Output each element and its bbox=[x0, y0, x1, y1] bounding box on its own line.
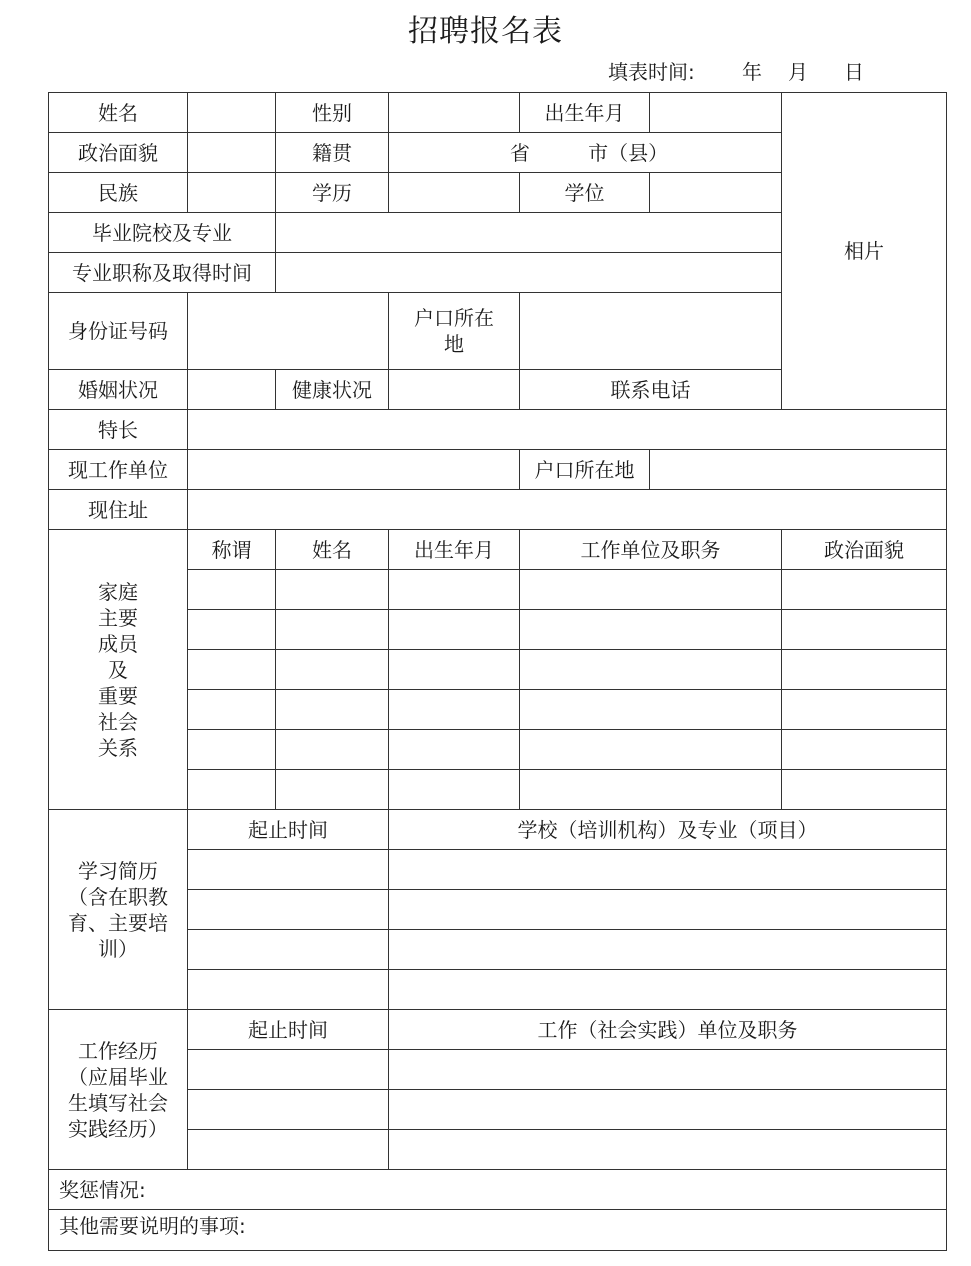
label-title-time: 专业职称及取得时间 bbox=[49, 253, 276, 293]
label-birth: 出生年月 bbox=[520, 93, 650, 133]
fill-date-day: 日 bbox=[844, 60, 864, 84]
field-id-number[interactable] bbox=[188, 293, 389, 370]
label-specialty: 特长 bbox=[49, 410, 188, 450]
family-header-name: 姓名 bbox=[276, 530, 389, 570]
field-native-place[interactable] bbox=[389, 133, 782, 173]
label-gender: 性别 bbox=[276, 93, 389, 133]
label-native-place: 籍贯 bbox=[276, 133, 389, 173]
fill-date-year: 年 bbox=[742, 60, 762, 84]
application-form bbox=[48, 92, 947, 1251]
field-address[interactable] bbox=[188, 490, 947, 530]
label-ethnicity: 民族 bbox=[49, 173, 188, 213]
other-notes-label: 其他需要说明的事项: bbox=[59, 1214, 246, 1238]
label-address: 现住址 bbox=[49, 490, 188, 530]
label-hukou bbox=[389, 293, 520, 370]
label-hukou-2: 户口所在地 bbox=[520, 450, 650, 490]
awards-label: 奖惩情况: bbox=[59, 1177, 146, 1202]
family-header-birth: 出生年月 bbox=[389, 530, 520, 570]
label-degree: 学位 bbox=[520, 173, 650, 213]
field-degree[interactable] bbox=[650, 173, 782, 213]
label-marital: 婚姻状况 bbox=[49, 370, 188, 410]
study-header-school: 学校（培训机构）及专业（项目） bbox=[389, 810, 947, 850]
family-header-relation: 称谓 bbox=[188, 530, 276, 570]
field-specialty[interactable] bbox=[188, 410, 947, 450]
field-school-major[interactable] bbox=[276, 213, 782, 253]
hukou-line-1: 户口所在 bbox=[414, 306, 494, 330]
field-title-time[interactable] bbox=[276, 253, 782, 293]
field-hukou-2[interactable] bbox=[650, 450, 947, 490]
label-name: 姓名 bbox=[49, 93, 188, 133]
photo-box[interactable] bbox=[782, 93, 947, 410]
label-phone: 联系电话 bbox=[520, 370, 782, 410]
field-gender[interactable] bbox=[389, 93, 520, 133]
hukou-line-2: 地 bbox=[444, 332, 464, 356]
awards-field[interactable] bbox=[49, 1170, 947, 1210]
field-current-employer[interactable] bbox=[188, 450, 520, 490]
work-header-period: 起止时间 bbox=[188, 1010, 389, 1050]
field-name[interactable] bbox=[188, 93, 276, 133]
label-health: 健康状况 bbox=[276, 370, 389, 410]
field-political[interactable] bbox=[188, 133, 276, 173]
family-header-employer: 工作单位及职务 bbox=[520, 530, 782, 570]
field-hukou[interactable] bbox=[520, 293, 782, 370]
label-school-major: 毕业院校及专业 bbox=[49, 213, 276, 253]
work-header-employer: 工作（社会实践）单位及职务 bbox=[389, 1010, 947, 1050]
form-title: 招聘报名表 bbox=[408, 14, 563, 49]
study-header-period: 起止时间 bbox=[188, 810, 389, 850]
field-birth[interactable] bbox=[650, 93, 782, 133]
work-section-label: 工作经历 （应届毕业 生填写社会 实践经历） bbox=[49, 1010, 188, 1170]
label-education: 学历 bbox=[276, 173, 389, 213]
city-label: 市（县） bbox=[588, 140, 669, 165]
label-political: 政治面貌 bbox=[49, 133, 188, 173]
label-current-employer: 现工作单位 bbox=[49, 450, 188, 490]
other-notes-field[interactable] bbox=[49, 1210, 947, 1251]
fill-date-label: 填表时间: bbox=[608, 60, 695, 84]
province-label: 省 bbox=[509, 140, 530, 165]
family-header-political: 政治面貌 bbox=[782, 530, 947, 570]
field-ethnicity[interactable] bbox=[188, 173, 276, 213]
photo-label: 相片 bbox=[844, 239, 884, 263]
fill-date-month: 月 bbox=[788, 60, 808, 84]
field-marital[interactable] bbox=[188, 370, 276, 410]
family-section-label: 家庭 主要 成员 及 重要 社会 关系 bbox=[49, 530, 188, 810]
study-section-label: 学习简历 （含在职教 育、主要培 训） bbox=[49, 810, 188, 1010]
field-education[interactable] bbox=[389, 173, 520, 213]
field-health[interactable] bbox=[389, 370, 520, 410]
label-id-number: 身份证号码 bbox=[49, 293, 188, 370]
